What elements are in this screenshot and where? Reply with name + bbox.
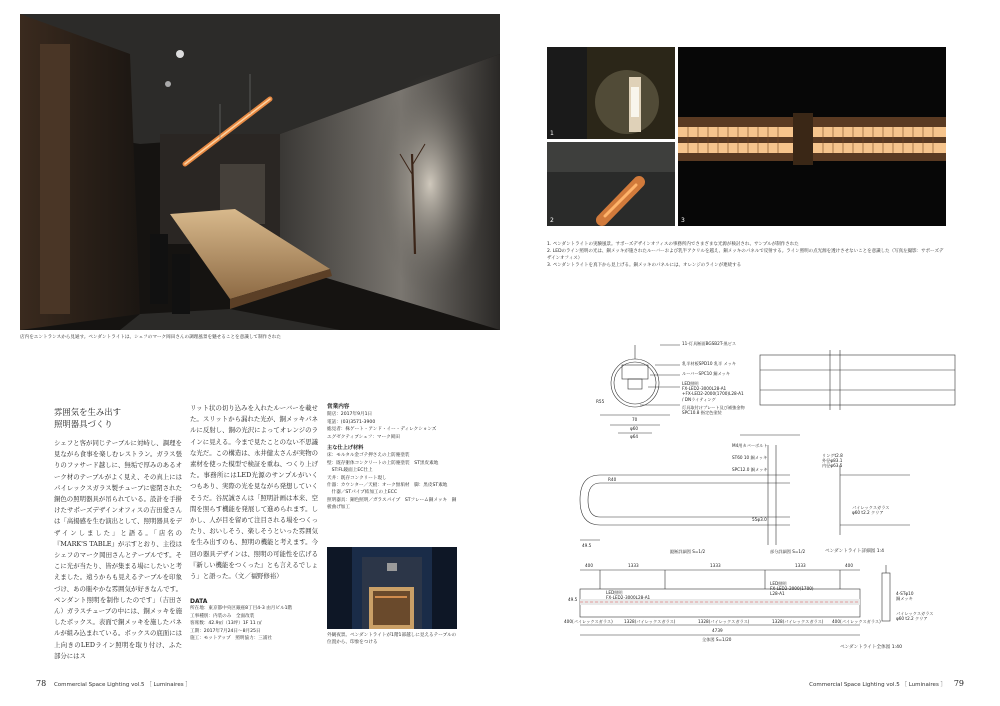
elev-label: 4-STφ10 銅メッキ — [896, 591, 914, 602]
right-page-number: 79 — [953, 679, 964, 688]
elev-dim: 400 — [845, 563, 853, 568]
plan-label: リングt2.8 外径φ83.1 内径φ63.5 — [822, 453, 843, 469]
left-footer — [36, 679, 191, 688]
scale-label: 縦断詳細図 S=1/2 — [670, 549, 706, 554]
plan-label: R40 — [608, 477, 617, 482]
led-lines-illustration — [678, 47, 946, 226]
section-dim: φ60 — [630, 426, 639, 431]
pendant-illustration — [547, 142, 675, 226]
finish-line: ST:FL鏡面上EC仕上 — [327, 468, 373, 474]
data-block — [190, 598, 320, 642]
experiment-photo-1 — [547, 47, 675, 139]
heading-line-2: 照明器具づくり — [54, 419, 113, 429]
scale-label: 部分詳細図 S=1/2 — [770, 549, 806, 554]
elev-dim-left: 49.5 — [568, 597, 578, 602]
elev-dim: 400 — [585, 563, 593, 568]
elev-bottom-dim: 400(パイレックスガラス) — [832, 619, 881, 624]
plan-label: M4用カバーボルト — [732, 443, 768, 448]
photo-number-1: 1 — [550, 130, 554, 137]
photo-captions — [547, 241, 947, 269]
finish-line: 什器／STパイプ結加工の上ECC — [327, 490, 398, 496]
spec-line: 開店：2017年9月1日 — [327, 412, 373, 418]
finish-line: 壁：既存躯体コンクリートの上防塵塗装 ST黒皮素地 — [327, 460, 439, 466]
restaurant-interior-photo — [20, 14, 500, 330]
section-label: LED照明 FX-LED2-3000L28-A1 +FX-LED2-2000(1700)L28-A1 / DNライティング — [682, 381, 744, 402]
drawing-title: ペンダントライト全体図 1:40 — [840, 645, 903, 650]
body-text-column-1: シェフと客が同じテーブルに対峙し、調理を見ながら食事を楽しむレストラン。ガラス張りのファサード越しに、無垢で厚みのあるオーク材のテーブルがよく見え、その真上にはパイレックスガラス製チューブに密閉された銅色の照明器具が吊られている。設計を手掛けたサポーズデザインオフィスの吉田愛さんは「高揚感を生む演出として、照明器具をデザインしました」と語る。「店名の『MARK'S TABLE』が示すとおり、主役はシェフのマーク岡田さんとテーブルです。そこに光が当たり、皆が集まる場にしたいと考えました。遠うからも見えるテーブルを印象づけ、あの賑やかな雰囲気が好きなんです。ペンダント照明を制作したのです」（吉田さん）ガラスチューブの中には、銅メッキを施したボックス。表面で銅メッキを施したパネルが組み込まれている。ボックスの底面には上向きのLEDライン照明を取り付け、ふた部分にはス — [54, 439, 182, 660]
elev-bottom-dim: 1328(パイレックスガラス) — [772, 619, 824, 624]
finish-line: 床：モルタル金ゴテ押さえの上防塵塗装 — [327, 453, 410, 459]
elev-bottom-dim: 1328(パイレックスガラス) — [624, 619, 676, 624]
finish-line: 照明器具：銅色照明／ガラスパイプ STフレーム銅メッキ 銅板曲げ加工 — [327, 497, 457, 511]
plan-label: 55φ3.0 — [752, 517, 767, 522]
elev-bottom-dim: 1328(パイレックスガラス) — [698, 619, 750, 624]
spec-title: 営業内容 — [327, 404, 350, 410]
finish-line: 什器：カウンター／天板：オーク無垢材 脚：黒皮ST素地 — [327, 483, 448, 489]
data-line: 工事種別：内装のみ 全面改装 — [190, 613, 255, 619]
plan-label: ST60 10 銅メッキ — [732, 455, 768, 460]
section-label: 灯具取付けプレート及び補強金物 SPC10.8 指定色塗装 — [682, 405, 745, 416]
exterior-night-photo — [327, 547, 457, 629]
drawing-title: ペンダントライト詳細図 1:4 — [825, 549, 885, 554]
technical-drawings — [540, 335, 960, 665]
scale-label: 全体図 S=1/20 — [702, 637, 732, 642]
section-label: 乳半材板SPD10 乳半 メッキ — [682, 361, 737, 366]
elev-dim: 1333 — [795, 563, 806, 568]
photo-number-3: 3 — [681, 217, 685, 224]
plan-label: SPC12.0 銅メッキ — [732, 467, 768, 472]
experiment-illustration — [547, 47, 675, 139]
left-footer-text: Commercial Space Lighting vol.5 ［ Luminaires ］ — [53, 682, 191, 688]
photo-number-2: 2 — [550, 217, 554, 224]
main-photo-caption: 店内をエントランスから見通す。ペンダントライトは、シェフのマーク岡田さんの調理風景を魅せることを意識して制作された — [20, 335, 281, 340]
experiment-photo-2 — [547, 142, 675, 226]
section-dim: R55 — [596, 399, 605, 404]
elev-label: LED照明 FX-LED2-2000(1700) L28-A1 — [770, 581, 814, 597]
finish-line: 天井：既存コンクリート現し — [327, 475, 387, 481]
heading-line-1: 雰囲気を生み出す — [54, 407, 121, 417]
restaurant-interior-illustration — [20, 14, 500, 330]
section-label: ルーバーSPC10 銅メッキ — [682, 371, 731, 376]
plan-label: 49.5 — [582, 543, 592, 548]
data-title: DATA — [190, 598, 208, 605]
spec-line: 電話：(03)3571-3900 — [327, 419, 376, 425]
data-line: 所在地：東京都中央区銀座8丁目4-3 由月ビル1階 — [190, 606, 293, 612]
caption-3: 3. ペンダントライトを真下から見上げる。銅メッキのパネルには、オレンジのラインが連続する — [547, 263, 742, 268]
elev-dim: 1333 — [710, 563, 721, 568]
data-line: 客席数：42.9㎡（13坪）1F 11 ㎡ — [190, 621, 262, 627]
data-line: 工期：2017年7月24日〜8月25日 — [190, 628, 261, 634]
left-page-number: 78 — [36, 679, 47, 688]
elev-label: パイレックスガラス φ60 t2.2 クリア — [896, 611, 934, 622]
finish-title: 主な仕上げ材料 — [327, 445, 364, 452]
data-line: 施工：モットアップ 照明協力：三浦社 — [190, 636, 273, 642]
caption-1: 1. ペンダントライトの実験風景。サポーズデザインオフィスの事務所内でさまざまな光源が検討され、サンプルが制作された — [547, 242, 799, 247]
elev-dim: 1333 — [628, 563, 639, 568]
exterior-night-illustration — [327, 547, 457, 629]
caption-2: 2. LEDのライン照明の光は、銅メッキが施されたルーバーおよび乳半アクリルを越え、銅メッキのパネルで反射する。ライン照明の点光源を透けさせないことを意識した（写真左撮影：サポーズデザインオフィス） — [547, 249, 944, 261]
spec-line: エグゼクティブシェフ：マーク岡田 — [327, 434, 400, 440]
elev-total: 4739 — [712, 628, 723, 633]
pendant-underside-photo-3 — [678, 47, 946, 226]
elev-label: LED照明 FX-LED2-3000L28-A1 — [606, 590, 651, 601]
spec-block — [327, 404, 457, 512]
right-footer-text: Commercial Space Lighting vol.5 ［ Luminaires ］ — [809, 682, 947, 688]
plan-label: パイレックスガラス φ60 t2.2 クリア — [852, 505, 890, 516]
right-footer — [809, 679, 964, 688]
exterior-photo-caption: 外観夜景。ペンダントライトが1階1部越しに見えるテーブルの位置から、印象をつける — [327, 633, 457, 645]
elev-bottom-dim: 400(パイレックスガラス) — [564, 619, 613, 624]
section-label: 11-灯具断面BGSB2T-黒ビス — [682, 341, 737, 346]
spec-line: 総見者：株ゲート・アンド・イー・ディレクションズ — [327, 427, 437, 433]
article-heading — [54, 406, 121, 430]
body-text-column-2: リット状の切り込みを入れたルーバーを載せた。スリットから漏れた光が、銅メッキパネルに反射し、銅の光沢によってオレンジのラインに見える。今まで見たことのない不思議な光だ。この構造は、永井健太さんが実物の素材を使った模型で検証を重ね、つくり上げた。事務所にはLED光源のサンプルがいくつもあり、実際の光を見ながら発想していくそうだ。谷尻誠さんは「照明計画は本来、空間を照らす機能を発展して進められます。しかし、人が目を留めて注目される場をつくったり、おいしそう、楽しそうといった雰囲気を生み出すのも、照明の機能と考えます。今回の器具デザインは、照明の可能性を広げる『新しい機能をつくった』とも言えるでしょう」と語った。（文／福野修裕） — [190, 404, 318, 581]
section-dim: 70 — [632, 417, 638, 422]
section-dim: φ64 — [630, 434, 639, 439]
